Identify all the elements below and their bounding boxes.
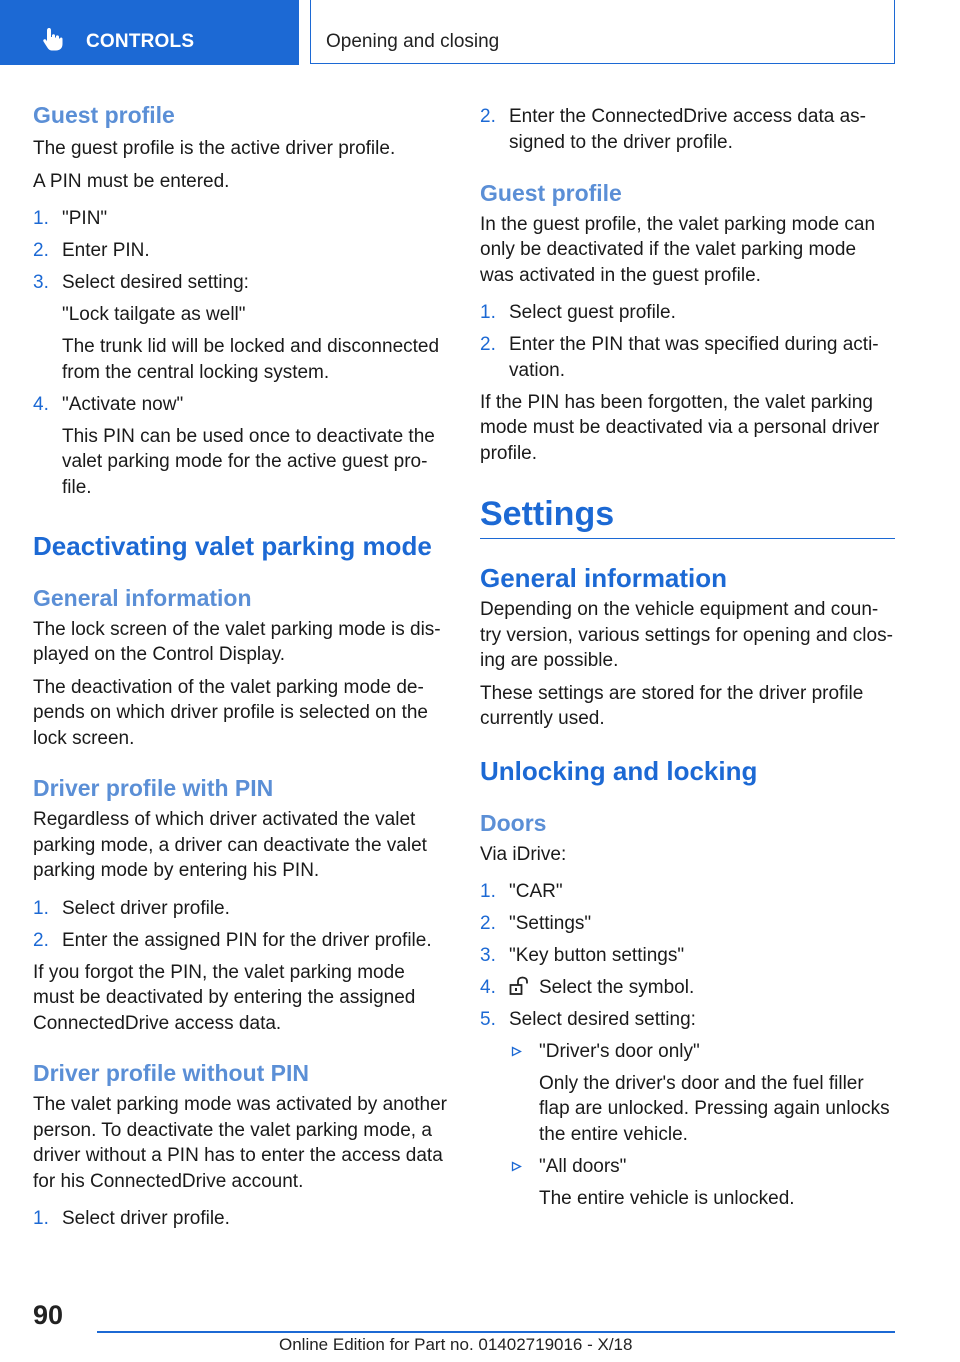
list-item: 4. Select the symbol.: [480, 977, 695, 998]
doors-steps: [480, 879, 895, 1211]
general-info-text-2: The deactivation of the valet parking mode de‐pends on which driver profile is selected on the lock screen.: [33, 676, 429, 749]
list-item: 2. Enter the PIN that was specified during acti‐vation.: [480, 334, 879, 381]
general-info-heading-2: General information: [480, 563, 728, 593]
list-item: 4. "Activate now" This PIN can be used once to deactivate the valet parking mode for the active guest pro‐file.: [33, 393, 435, 498]
general-info-text-1: The lock screen of the valet parking mode is dis‐played on the Control Display.: [33, 618, 441, 665]
page-number: 90: [33, 1300, 64, 1330]
list-item: 3. "Key button settings": [480, 945, 685, 966]
list-item: 2. Enter the assigned PIN for the driver profile.: [33, 929, 432, 951]
guest-profile-text-1: The guest profile is the active driver profile.: [33, 138, 396, 159]
section-header-label: Opening and closing: [326, 31, 500, 52]
unlock-icon: [509, 976, 531, 996]
guest-profile-heading-2: Guest profile: [480, 179, 622, 206]
with-pin-text-2: If you forgot the PIN, the valet parking mode must be deactivated by entering the assigned ConnectedDrive access data.: [33, 961, 416, 1034]
doors-heading: Doors: [480, 809, 547, 836]
without-pin-text-1: The valet parking mode was activated by another person. To deactivate the valet parking mode, a driver without a PIN has to enter the access data for his ConnectedDrive account.: [33, 1094, 448, 1192]
general-info-text-3: Depending on the vehicle equipment and coun‐try version, various settings for opening and clos‐ing are possible.: [480, 599, 893, 671]
chapter-tab-label: CONTROLS: [86, 31, 195, 52]
with-pin-text-1: Regardless of which driver activated the valet parking mode, a driver can deactivate the valet parking mode by entering his PIN.: [33, 809, 427, 881]
list-item: "Driver's door only" Only the driver's door and the fuel filler flap are unlocked. Pressing again unlocks the entire vehicle.: [509, 1039, 895, 1148]
without-pin-steps: [33, 1206, 451, 1232]
triangle-bullet-icon: [511, 1046, 522, 1057]
edition-text: Online Edition for Part no. 01402719016 - X/18: [279, 1335, 633, 1354]
list-item: 1. Select driver profile.: [33, 1208, 230, 1229]
guest-profile-text-3: In the guest profile, the valet parking mode can only be deactivated if the valet parking mode was activated in the guest profile.: [480, 213, 876, 286]
unlocking-heading: Unlocking and locking: [480, 755, 758, 786]
with-pin-heading: Driver profile with PIN: [33, 775, 274, 801]
list-item: 1. Select driver profile.: [33, 897, 230, 919]
settings-heading: Settings: [480, 492, 895, 539]
deactivating-heading: Deactivating valet parking mode: [33, 530, 432, 561]
general-info-text-4: These settings are stored for the driver profile currently used.: [480, 682, 864, 729]
doors-text: Via iDrive:: [480, 843, 567, 865]
list-item: 5. Select desired setting: "Driver's door only" Only the driver's door and the fuel filler flap are unlocked. Pressing again unlocks the entire vehicle. "All doors" The entire vehicle is unlocked.: [480, 1007, 895, 1211]
guest-profile-text-4: If the PIN has been forgotten, the valet parking mode must be deactivated via a personal driver profile.: [480, 391, 880, 464]
guest-profile-steps-2: [480, 300, 895, 383]
right-column: [480, 100, 895, 1218]
list-item: 1. "PIN": [33, 208, 108, 229]
guest-profile-steps: [33, 206, 451, 500]
list-item: 2. Enter PIN.: [33, 240, 150, 261]
door-options: [509, 1039, 895, 1212]
list-item: 1. "CAR": [480, 881, 563, 902]
hand-pointer-icon: [40, 26, 66, 52]
list-item: "All doors" The entire vehicle is unlocked.: [509, 1154, 895, 1212]
section-header: [310, 0, 895, 64]
left-column: [33, 100, 451, 1238]
list-item: 3. Select desired setting: "Lock tailgate as well" The trunk lid will be locked and disconnected from the central locking system.: [33, 272, 440, 383]
guest-profile-heading: Guest profile: [33, 102, 175, 128]
chapter-tab: [0, 0, 299, 65]
with-pin-steps: [33, 896, 451, 954]
list-item: 2. Enter the ConnectedDrive access data as‐signed to the driver profile.: [480, 106, 866, 153]
general-info-heading: General information: [33, 584, 252, 611]
guest-profile-text-2: A PIN must be entered.: [33, 170, 230, 192]
footer-divider: [97, 1331, 895, 1333]
list-item: 1. Select guest profile.: [480, 302, 676, 323]
continued-steps: [480, 104, 895, 155]
triangle-bullet-icon: [511, 1161, 522, 1172]
without-pin-heading: Driver profile without PIN: [33, 1060, 310, 1086]
list-item: 2. "Settings": [480, 913, 592, 934]
